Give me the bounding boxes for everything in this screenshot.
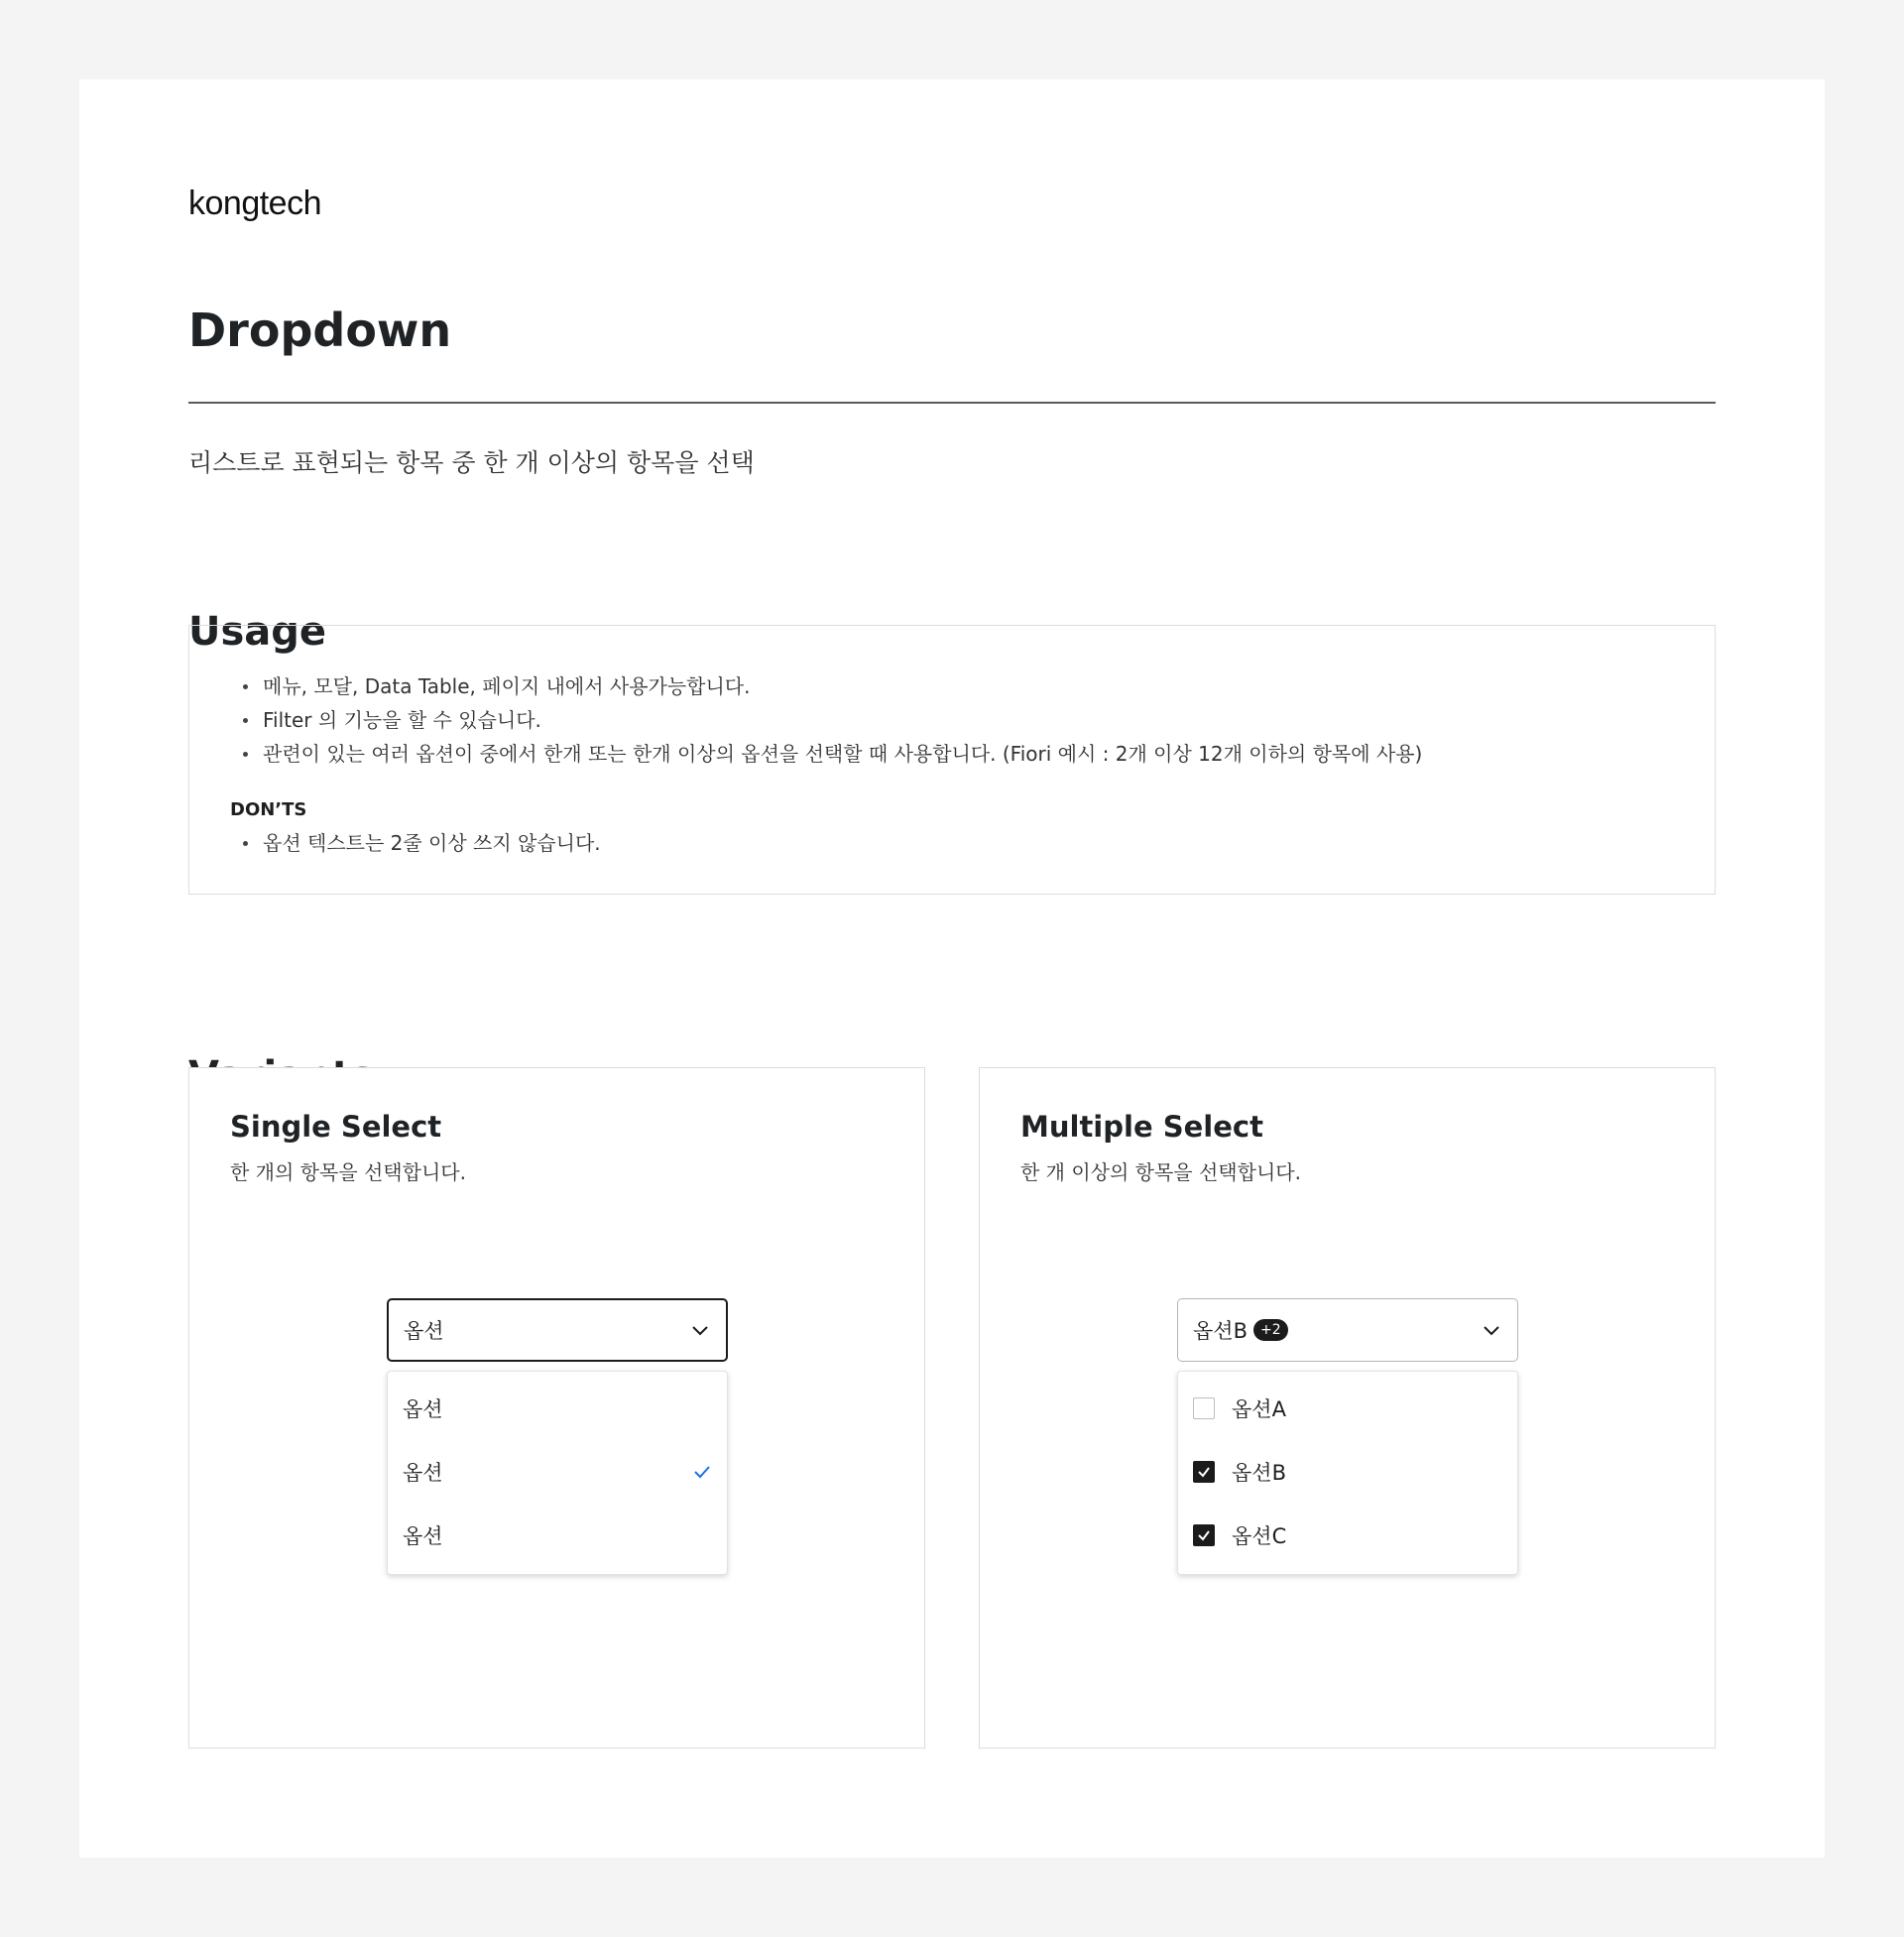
option-label: 옵션 — [403, 1524, 443, 1548]
dropdown-value-wrap — [1193, 1315, 1481, 1345]
dropdown-option[interactable] — [1178, 1384, 1517, 1433]
dropdown-value: 옵션 — [404, 1319, 444, 1343]
usage-item-text: 메뉴, 모달, Data Table, 페이지 내에서 사용가능합니다. — [263, 674, 751, 698]
card-description: 한 개 이상의 항목을 선택합니다. — [1020, 1160, 1301, 1184]
checkbox-checked[interactable] — [1193, 1461, 1215, 1483]
list-item — [230, 737, 1422, 771]
page-description: 리스트로 표현되는 항목 중 한 개 이상의 항목을 선택 — [188, 448, 755, 477]
checkbox-checked[interactable] — [1193, 1524, 1215, 1546]
chevron-down-icon — [1481, 1319, 1502, 1341]
dropdown-option-selected[interactable] — [388, 1447, 727, 1497]
option-label: 옵션C — [1232, 1524, 1287, 1548]
multiple-select-menu — [1177, 1371, 1518, 1575]
usage-list — [230, 669, 1422, 771]
usage-item-text: 관련이 있는 여러 옵션이 중에서 한개 또는 한개 이상의 옵션을 선택할 때 사용합니다. (Fiori 예시 : 2개 이상 12개 이하의 항목에 사용) — [263, 742, 1423, 766]
donts-list — [230, 826, 601, 860]
donts-item-text: 옵션 텍스트는 2줄 이상 쓰지 않습니다. — [263, 831, 601, 855]
single-select-dropdown[interactable] — [387, 1298, 728, 1362]
checkbox-unchecked[interactable] — [1193, 1397, 1215, 1419]
card-description: 한 개의 항목을 선택합니다. — [230, 1160, 466, 1184]
multiple-select-dropdown[interactable] — [1177, 1298, 1518, 1362]
chevron-down-icon — [689, 1319, 711, 1341]
bullet-icon — [243, 752, 248, 757]
usage-panel — [188, 625, 1716, 895]
option-label: 옵션A — [1232, 1397, 1286, 1421]
usage-item-text: Filter 의 기능을 할 수 있습니다. — [263, 708, 541, 732]
dropdown-value: 옵션B — [1193, 1319, 1248, 1343]
list-item — [230, 826, 601, 860]
list-item — [230, 703, 1422, 737]
page-title: Dropdown — [188, 303, 452, 357]
document-sheet — [79, 79, 1825, 1858]
single-select-card — [188, 1067, 925, 1749]
usage-heading: Usage — [188, 609, 327, 655]
dropdown-option[interactable] — [388, 1384, 727, 1433]
card-title: Single Select — [230, 1110, 442, 1144]
multiple-select-card — [979, 1067, 1716, 1749]
single-select-menu — [387, 1371, 728, 1575]
dropdown-option[interactable] — [1178, 1447, 1517, 1497]
option-label: 옵션 — [403, 1461, 443, 1485]
donts-label: DON’TS — [230, 799, 307, 820]
selection-count-badge: +2 — [1253, 1319, 1288, 1341]
bullet-icon — [243, 684, 248, 689]
brand-logo: kongtech — [188, 184, 321, 222]
list-item — [230, 669, 1422, 703]
checkmark-icon — [1196, 1527, 1212, 1543]
bullet-icon — [243, 718, 248, 723]
checkmark-icon — [692, 1462, 712, 1482]
checkmark-icon — [1196, 1464, 1212, 1480]
title-divider — [188, 402, 1716, 404]
card-title: Multiple Select — [1020, 1110, 1263, 1144]
option-label: 옵션B — [1232, 1461, 1286, 1485]
dropdown-option[interactable] — [1178, 1511, 1517, 1560]
bullet-icon — [243, 841, 248, 846]
dropdown-option[interactable] — [388, 1511, 727, 1560]
option-label: 옵션 — [403, 1397, 443, 1421]
